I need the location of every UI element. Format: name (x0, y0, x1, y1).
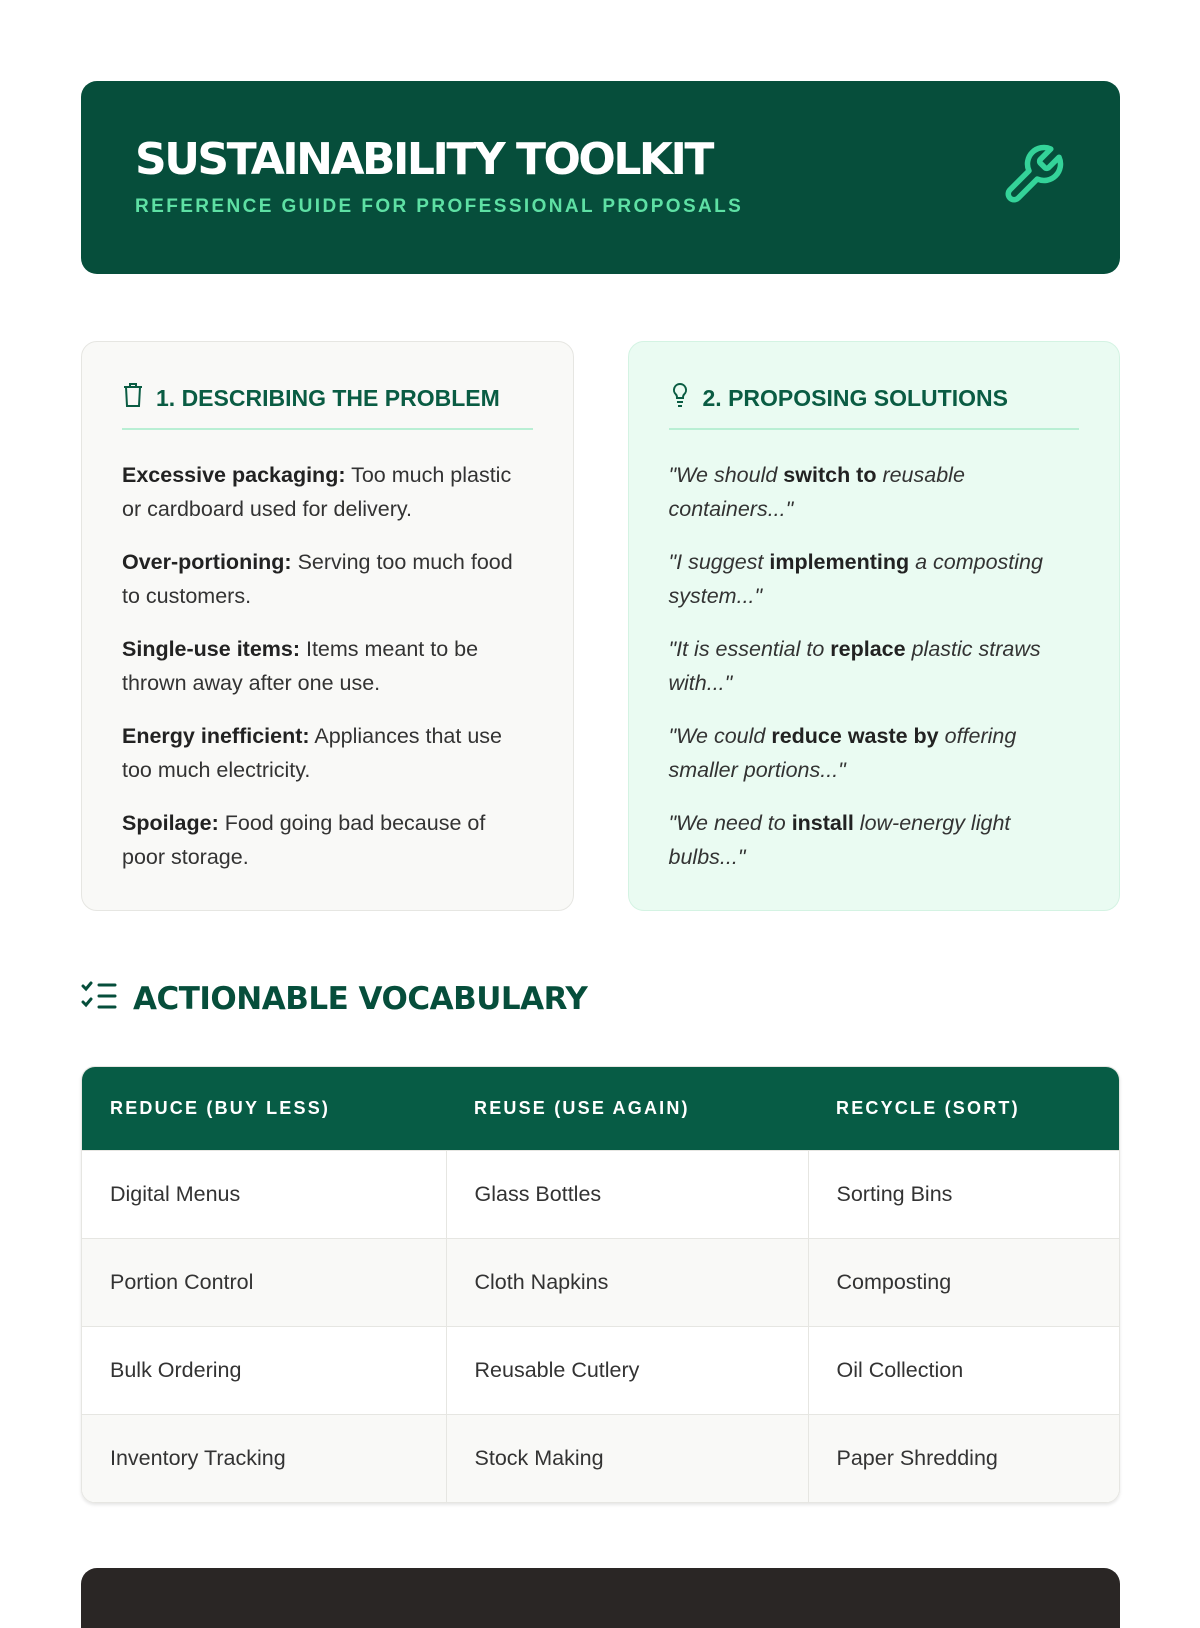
phrase-end: plastic straws with..." (668, 637, 1041, 695)
problem-term: Energy inefficient: (122, 724, 310, 748)
phrase-start: "We should (668, 463, 784, 487)
table-cell: Inventory Tracking (82, 1414, 446, 1502)
header-banner (81, 81, 1120, 274)
problem-description: Appliances that use too much electricity. (122, 724, 503, 782)
table-cell: Sorting Bins (808, 1150, 1119, 1238)
table-cell: Paper Shredding (808, 1414, 1119, 1502)
phrase-end: reusable containers..." (668, 463, 965, 521)
vocabulary-title: ACTIONABLE VOCABULARY (133, 980, 588, 1017)
problem-description: Food going bad because of poor storage. (122, 811, 486, 869)
problem-description: Serving too much food to customers. (122, 550, 513, 608)
problem-description: Items meant to be thrown away after one use. (122, 637, 479, 695)
phrase-end: low-energy light bulbs..." (668, 811, 1011, 869)
problem-item (122, 806, 533, 874)
table-cell: Oil Collection (808, 1326, 1119, 1414)
table-cell: Bulk Ordering (82, 1326, 446, 1414)
problem-item (122, 719, 533, 787)
table-row (82, 1414, 1119, 1502)
problem-term: Spoilage: (122, 811, 219, 835)
column-header-recycle: RECYCLE (SORT) (808, 1067, 1119, 1150)
phrase-key: switch to (783, 463, 877, 487)
problem-card (81, 341, 574, 911)
column-header-reduce: REDUCE (BUY LESS) (82, 1067, 446, 1150)
table-cell: Composting (808, 1238, 1119, 1326)
solutions-title: 2. PROPOSING SOLUTIONS (702, 384, 1008, 411)
problem-item (122, 632, 533, 700)
lightbulb-icon (669, 382, 691, 414)
vocabulary-table (81, 1066, 1120, 1503)
table-cell: Glass Bottles (446, 1150, 808, 1238)
column-header-reuse: REUSE (USE AGAIN) (446, 1067, 808, 1150)
table-row (82, 1150, 1119, 1238)
solution-phrase (669, 458, 1080, 526)
phrase-start: "We need to (668, 811, 792, 835)
phrase-key: replace (830, 637, 906, 661)
phrase-key: reduce waste by (771, 724, 939, 748)
table-cell: Stock Making (446, 1414, 808, 1502)
solutions-card (628, 341, 1121, 911)
solution-phrase (669, 545, 1080, 613)
phrase-start: "We could (668, 724, 772, 748)
trash-icon (122, 382, 144, 414)
solution-phrase (669, 632, 1080, 700)
table-cell: Reusable Cutlery (446, 1326, 808, 1414)
table-cell: Cloth Napkins (446, 1238, 808, 1326)
phrase-key: implementing (769, 550, 910, 574)
table-row (82, 1326, 1119, 1414)
page-title: SUSTAINABILITY TOOLKIT (135, 133, 712, 185)
problem-term: Single-use items: (122, 637, 301, 661)
phrase-end: offering smaller portions..." (668, 724, 1017, 782)
problem-description: Too much plastic or cardboard used for delivery. (122, 463, 512, 521)
phrase-start: "I suggest (668, 550, 770, 574)
problem-term: Over-portioning: (122, 550, 292, 574)
problem-title: 1. DESCRIBING THE PROBLEM (156, 384, 500, 411)
checklist-icon (81, 980, 117, 1017)
problem-item (122, 458, 533, 526)
problem-term: Excessive packaging: (122, 463, 346, 487)
solution-phrase (669, 719, 1080, 787)
solution-phrase (669, 806, 1080, 874)
problem-item (122, 545, 533, 613)
phrase-key: install (791, 811, 854, 835)
page-subtitle: REFERENCE GUIDE FOR PROFESSIONAL PROPOSALS (135, 195, 744, 217)
table-cell: Portion Control (82, 1238, 446, 1326)
phrase-end: a composting system..." (668, 550, 1043, 608)
table-row (82, 1238, 1119, 1326)
wrench-icon (1000, 142, 1066, 213)
footer-panel (81, 1568, 1120, 1628)
phrase-start: "It is essential to (668, 637, 831, 661)
table-cell: Digital Menus (82, 1150, 446, 1238)
